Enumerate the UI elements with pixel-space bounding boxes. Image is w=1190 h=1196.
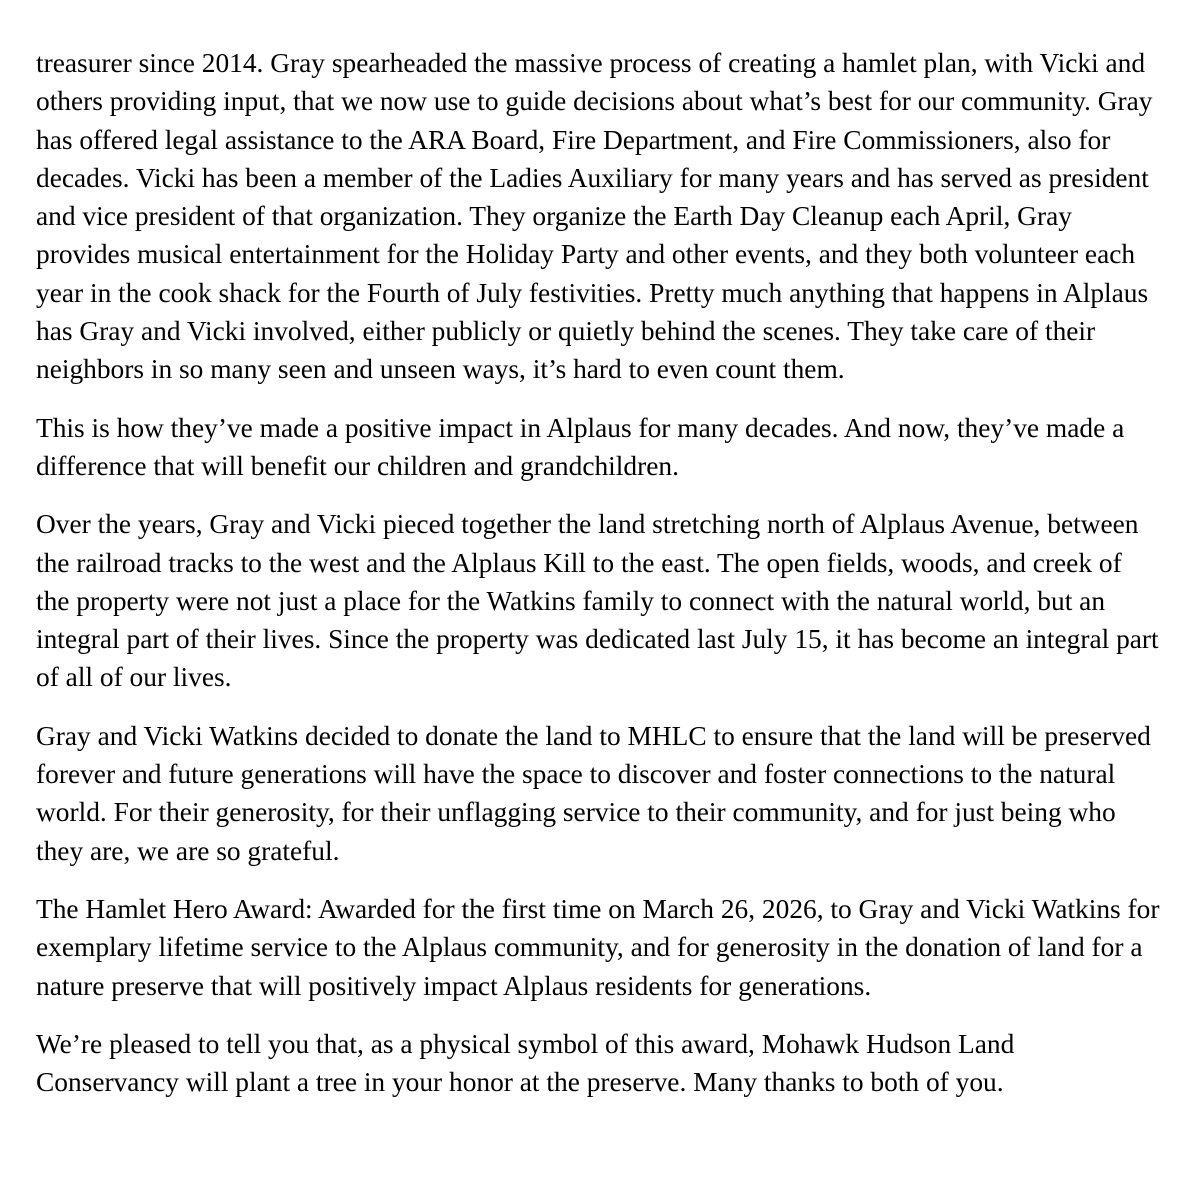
paragraph-tree-planting: We’re pleased to tell you that, as a physical symbol of this award, Mohawk Hudson Land Conservancy will plant a tree in your honor at the preserve. Many thanks to both of you. (36, 1028, 1015, 1098)
document-body (36, 44, 1160, 1121)
paragraph-service-history: treasurer since 2014. Gray spearheaded the massive process of creating a hamlet plan, with Vicki and others providing input, that we now use to guide decisions about what’s best for our community. Gray has offered legal assistance to the ARA Board, Fire Department, and Fire Commissioners, also for decades. Vicki has been a member of the Ladies Auxiliary for many years and has served as president and vice president of that organization. They organize the Earth Day Cleanup each April, Gray provides musical entertainment for the Holiday Party and other events, and they both volunteer each year in the cook shack for the Fourth of July festivities. Pretty much anything that happens in Alplaus has Gray and Vicki involved, either publicly or quietly behind the scenes. They take care of their neighbors in so many seen and unseen ways, it’s hard to even count them. (36, 48, 1153, 385)
paragraph-award-citation: The Hamlet Hero Award: Awarded for the first time on March 26, 2026, to Gray and Vicki Watkins for exemplary lifetime service to the Alplaus community, and for generosity in the donation of land for a nature preserve that will positively impact Alplaus residents for generations. (36, 893, 1160, 1001)
paragraph-land-description: Over the years, Gray and Vicki pieced together the land stretching north of Alplaus Avenue, between the railroad tracks to the west and the Alplaus Kill to the east. The open fields, woods, and creek of the property were not just a place for the Watkins family to connect with the natural world, but an integral part of their lives. Since the property was dedicated last July 15, it has become an integral part of all of our lives. (36, 509, 1159, 693)
paragraph-donation: Gray and Vicki Watkins decided to donate the land to MHLC to ensure that the land will be preserved forever and future generations will have the space to discover and foster connections to the natural world. For their generosity, for their unflagging service to their community, and for just being who they are, we are so grateful. (36, 720, 1151, 866)
paragraph-positive-impact: This is how they’ve made a positive impact in Alplaus for many decades. And now, they’ve made a difference that will benefit our children and grandchildren. (36, 412, 1125, 481)
